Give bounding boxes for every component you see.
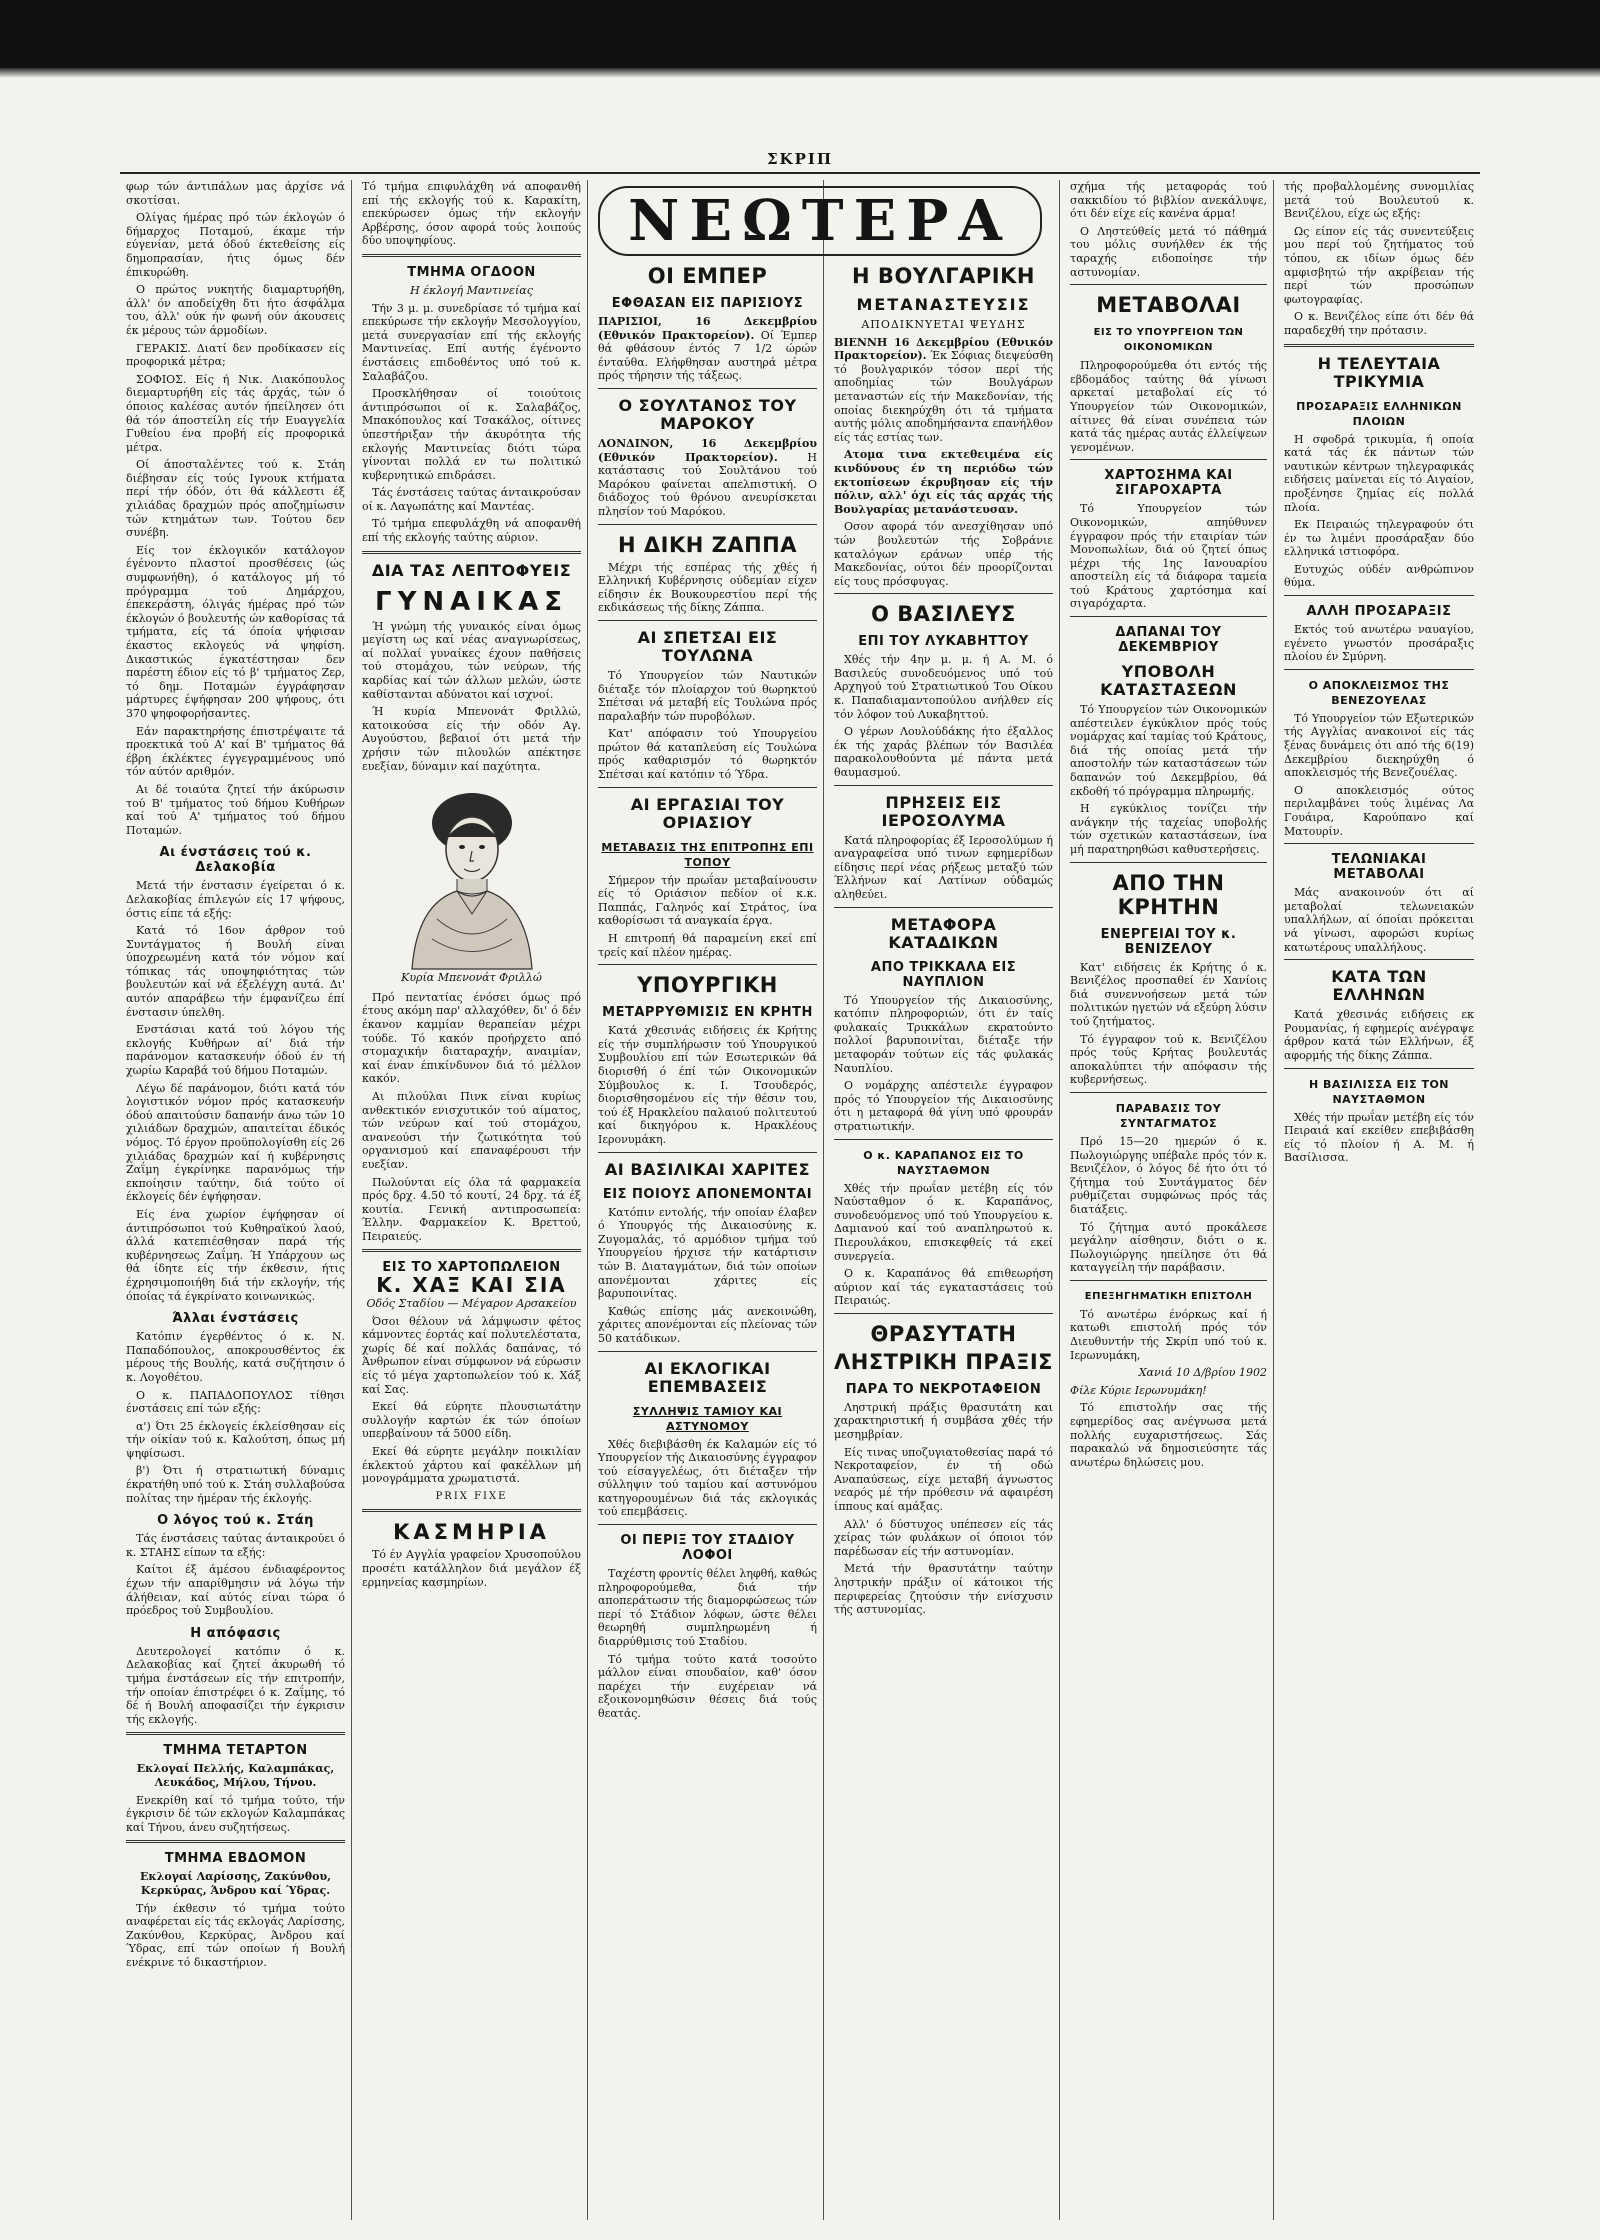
article-text: Μετά τήν θρασυτάτην ταύτην ληστρικήν πράξιν οί κάτοικοι τής περιφερείας ζητούσιν τήν ενίσχυσιν τής αστυνομίας. [834, 1562, 1053, 1617]
ad-text: Πρό πεντατίας ένόσει όμως πρό έτους ακόμη παρ' αλλαχόθεν, δι' ό δέν έκανον καμμίαν θεραπείαν μέχρι τούδε. Τό κακόν προήρχετο από στομαχικήν διαταραχήν, αναιμίαν, καί έναν έπικίνδυνον διά τό μέλλον κακόν. [362, 990, 581, 1086]
dateline: ΒΙΕΝΝΗ 16 Δεκεμβρίου (Εθνικόν Πρακτορείον). [834, 335, 1053, 363]
article-text: Τό τμήμα τούτο κατά τοσούτο μάλλον είναι σπουδαίον, καθ' όσον παρέχει τήν ευχέρειαν νά εξοικονομηθώσιν θέσεις διά τούς θεατάς. [598, 1652, 817, 1720]
divider [126, 1732, 345, 1735]
article-headline: Η ΒΑΣΙΛΙΣΣΑ ΕΙΣ ΤΟΝ ΝΑΥΣΤΑΘΜΟΝ [1308, 1077, 1450, 1106]
article-text: Κατ' απόφασιν τού Υπουργείου πρώτον θά καταπλεύση είς Τουλώνα πρός καθαρισμόν τό θωρηκτόν Σπέτσαι καί κατόπιν τό Ύδρα. [598, 727, 817, 782]
article-text: Λέγω δέ παράνομον, διότι κατά τόν λογιστικόν νόμον πρός κατασκευήν όδού απαιτούσιν δαπανήν άνω τών 10 χιλιάδων δραχμών, απαιτείται έδικός νόμος. Τό έργον προϋπολογίσθη είς 26 χιλιάδας δραχμών καί ή κυβέρνησις Ζαΐμη έγκρίνηκε παρανόμως τήν εκποίησιν ταύτην, διά τούτο οί έκλογείς δέν έψήφησαν. [126, 1081, 345, 1204]
article-text: Μετά τήν ένστασιν έγείρεται ό κ. Δελακοβίας έπιλεγών είς 17 ψήφους, όστις είπε τά εξής: [126, 879, 345, 920]
article-text: Ευτυχώς ούδέν ανθρώπινον θύμα. [1284, 562, 1474, 590]
divider [362, 1249, 581, 1252]
section-heading: ΤΜΗΜΑ ΟΓΔΟΟΝ [407, 264, 536, 280]
divider [598, 620, 817, 621]
article-text: Εκτός τού ανωτέρω ναυαγίου, εγένετο γνωστόν προσάραξις πλοίου έν Σμύρνη. [1284, 623, 1474, 664]
article-text: Ως είπον είς τάς συνεντεύξεις μου περί τού ζητήματος τού τόπου, εκ ιδίων όμως δέν αμφισβητώ τήν ακρίβειαν τής περί τών προσώπων φωτογραφίας. [1284, 224, 1474, 306]
divider [1284, 669, 1474, 670]
divider [1070, 616, 1267, 617]
article-text: Προσκλήθησαν οί τοιούτοις άντιπρόσωποι οί κ. Σαλαβάζος, Μπακόπουλος καί Τσακάλος, οίτινες ύπεστήριξαν τήν άκυρότητα τής εκλογής Μαντινείας διότι τώρα γίνονται πολλά εν τω πολιτικώ κυβερνητικώ επιδράσει. [362, 387, 581, 482]
article-text: ΣΟΦΙΟΣ. Είς ή Νικ. Λιακόπουλος διεμαρτυρήθη είς τάς άρχάς, τών ό όποιος καλέσας αυτόν ήπείλησεν ότι θά τόν άποστείλη είς τήν Ευαγγελία Γυθείου ένα προβή είς προφορικά μέτρα. [126, 372, 345, 454]
article-text: Χθές τήν πρωΐαν μετέβη είς τόν Ναύσταθμον ό κ. Καραπάνος, συνοδευόμενος υπό τού Υπουργείου κ. Δαμιανού καί τού αναπληρωτού κ. Πιερουλάκου, επισκεφθείς τά εκεί συνεργεία. [834, 1181, 1053, 1263]
article-text: Είς τινας υποζυγιατοθεσίας παρά τό Νεκροταφείον, έν τή οδώ Αναπαύσεως, είχε μεταβή άγνωστος νεαρός μέ τήν πρόθεσιν νά αφαιρέση ίππους καί αμάξας. [834, 1445, 1053, 1514]
divider [598, 1524, 817, 1525]
article-text: Καίτοι έξ άμέσου ένδιαφέροντος έχων τήν απαρίθμησιν νά λόγω τήν άλήθειαν, καί αύτός είναι τώρα ό πρόεδρος τού Συμβουλίου. [126, 1563, 345, 1618]
divider [1070, 862, 1267, 863]
portrait-illustration [362, 779, 581, 969]
article-text: Αι δέ τοιαύτα ζητεί τήν άκύρωσιν τού Β' τμήματος τού δήμου Κυθήρων καί τού Α' τμήματος τού δήμου Ποταμών. [126, 782, 345, 837]
ad-text: Αι πιλούλαι Πινκ είναι κυρίως ανθεκτικόν ενισχυτικόν τού αίματος, τών νεύρων καί τού στομάχου, ανανεούσι τήν ζωτικότητα τού οργανισμού καί επαναφέρουσι τήν ευεξίαν. [362, 1089, 581, 1171]
masthead-title: ΝΕΩΤΕΡΑ [598, 186, 1042, 256]
article-subheadline: ΑΠΟ ΤΡΙΚΚΑΛΑ ΕΙΣ ΝΑΥΠΛΙΟΝ [870, 959, 1017, 990]
article-text: Τό Υπουργείον τής Δικαιοσύνης, κατόπιν πληροφοριών, ότι έν ταίς φυλακαίς Τρικκάλων εκρατούντο πολλοί βαρυποινίται, διέταξε τήν μεταφοράν τούτων είς τάς φυλακάς Ναυπλίου. [834, 993, 1053, 1075]
article-headline: ΚΑΤΑ ΤΩΝ ΕΛΛΗΝΩΝ [1331, 967, 1427, 1005]
article-text: Σήμερον τήν πρωΐαν μεταβαίνουσιν είς τό Οριάσιον πεδίον οί κ.κ. Παππάς, Γαληνός καί Στράτος, ίνα καθορίσωσι τά αναγκαία έργα. [598, 873, 817, 928]
divider [598, 787, 817, 788]
subheading: Αι ένστάσεις τού κ. Δελακοβία [159, 845, 312, 876]
portrait-caption: Κυρία Μπενονάτ Φριλλώ [401, 971, 542, 985]
article-text: Τό Υπουργείον τών Οικονομικών απέστειλεν έγκύκλιον πρός τούς νομάρχας καί ταμίας τού Κράτους, διά τής οποίας μετά τήν αποστολήν τών καταστάσεων τών δαπανών τού Δεκεμβρίου, θά εκδοθή τό πρόγραμμα πληρωμής. [1070, 703, 1267, 798]
article-text: Τάς ένστάσεις ταύτας άνταικρούσαν οί κ. Λαγωπάτης καί Μαντέας. [362, 486, 581, 513]
article-headline: Ο ΑΠΟΚΛΕΙΣΜΟΣ ΤΗΣ ΒΕΝΕΖΟΥΕΛΑΣ [1308, 678, 1450, 707]
article-text: Ο νομάρχης απέστειλε έγγραφον πρός τό Υπουργείον τής Δικαιοσύνης ότι η μεταφορά θά γίνη υπό φρουράν στρατιωτικήν. [834, 1079, 1053, 1133]
article-text: Η εγκύκλιος τονίζει τήν ανάγκην τής ταχείας υποβολής τών σχετικών καταστάσεων, ίνα μή παρατηρηθώσι καθυστερήσεις. [1070, 802, 1267, 856]
article-text: Ληστρική πράξις θρασυτάτη και χαρακτηριστική ή συμβάσα χθές τήν μεσημβρίαν. [834, 1400, 1053, 1442]
article-text: τής προβαλλομένης συνομιλίας μετά τού Βουλευτού κ. Βενιζέλου, είχε ώς εξής: [1284, 180, 1474, 221]
ad-heading-large: ΓΥΝΑΙΚΑΣ [375, 586, 568, 617]
article-headline: ΑΛΛΗ ΠΡΟΣΑΡΑΞΙΣ [1306, 604, 1452, 620]
divider [834, 593, 1053, 594]
article-text: Ολίγας ήμέρας πρό τών έκλογών ό δήμαρχος Ποταμού, έκαμε τήν εύγενίαν, μετά όδού έκτεθείσης είς δημοπρασίαν, ήτις όμως δέν έπικυρώθη. [126, 211, 345, 279]
divider [1070, 1092, 1267, 1093]
article-text: Τήν έκθεσιν τό τμήμα τούτο αναφέρεται είς τάς εκλογάς Λαρίσσης, Ζακύνθου, Κερκύρας, Άνδρου καί Ύδρας, επί τών οποίων ή Βουλή ενέκρινε τό δικαστήριον. [126, 1901, 345, 1969]
article-headline: ΤΕΛΩΝΙΑΚΑΙ ΜΕΤΑΒΟΛΑΙ [1331, 852, 1427, 883]
article-text: Ο αποκλεισμός ούτος περιλαμβάνει τούς λιμένας Λα Γουάιρα, Καρούπανο καί Ματουρίν. [1284, 783, 1474, 838]
article-text: Μάς ανακοινούν ότι αί μεταβολαί τελωνειακών υπαλλήλων, αί όποίαι πρόκειται νά γίνωσι, αφορώσι κυρίως κατωτέρους υπαλλήλους. [1284, 886, 1474, 954]
article-subheadline: ΕΙΣ ΤΟ ΥΠΟΥΡΓΕΙΟΝ ΤΩΝ ΟΙΚΟΝΟΜΙΚΩΝ [1093, 327, 1244, 354]
ad-heading: ΕΙΣ ΤΟ ΧΑΡΤΟΠΩΛΕΙΟΝ [382, 1260, 561, 1276]
article-text: Ταχέστη φροντίς θέλει ληφθή, καθώς πληροφορούμεθα, διά τήν αποπεράτωσιν τής διαμορφώσεως τών περί τό Στάδιον λόφων, ώστε θέλει θεωρηθή συμπληρωμένη ή διαρρύθμισις τού Σταδίου. [598, 1567, 817, 1649]
article-text: Χθές τήν 4ην μ. μ. ή Α. Μ. ό Βασιλεύς συνοδευόμενος υπό τού Αρχηγού τού Στρατιωτικού Του Οίκου κ. Παπαδιαμαντοπούλου ανήλθεν είς τόν λόφον τού Λυκαβηττού. [834, 653, 1053, 721]
article-text: Τήν 3 μ. μ. συνεδρίασε τό τμήμα καί επεκύρωσε τήν εκλογήν Μεσολογγίου, μετά συνεργασίαν επί τής εκλογής Μαντινείας. Επί αυτής έγένοντο ένστάσεις επιδοθέντος υπό τού κ. Σαλαβάζου. [362, 301, 581, 383]
ad-text: Όσοι θέλουν νά λάμψωσιν φέτος κάμνοντες έορτάς καί πολυτελέστατα, χωρίς δέ καί πολλάς δαπάνας, τό Άνθρωπον είναι σύμφωνον νά εύρωσιν είς τό μέγα χαρτοπωλείον τού κ. Χάξ καί Σας. [362, 1314, 581, 1396]
article-text: Χθές διεβιβάσθη έκ Καλαμών είς τό Υπουργείον τής Δικαιοσύνης έγγραφον τού είσαγγελέως, ότι διέταξεν τήν σύλληψιν τού ταμίου καί αστυνόμου κατηγορουμένων διά τάς εκλογικάς τού επεμβάσεις. [598, 1437, 817, 1519]
article-text: Ο κ. Καραπάνος θά επιθεωρήση αύριον καί τάς εγκαταστάσεις τού Πειραιώς. [834, 1267, 1053, 1308]
article-text: Τό Υπουργείον τών Ναυτικών διέταξε τόν πλοίαρχον τού θωρηκτού Σπέτσαι νά μεταβή είς Τουλώνα πρός παραλαβήν τών πυροβόλων. [598, 668, 817, 723]
article-text: α') Ότι 25 έκλογείς έκλείσθησαν είς τήν οίκίαν τού κ. Καλούτση, όπως μή ψηφίσωσι. [126, 1419, 345, 1460]
article-text: Κατά τό 16ον άρθρον τού Συντάγματος ή Βουλή είναι ύποχρεωμένη κατά τόν νόμον καί τόπικας τάς υποψηφιότητας τών βουλευτών καί νά έξελέγχη αυτά. Δι' αυτόν απαράβεω τήν έμφανίζεω έπί ένστασιν ύπελθη. [126, 924, 345, 1019]
section-heading: ΤΜΗΜΑ ΕΒΔΟΜΟΝ [164, 1851, 307, 1867]
article-text: Είς τον έκλογικόν κατάλογον έγένοντο πλαστοί προσθέσεις (ώς συμφωνήθη), ό κατάλογος μή τό πρόγραμμα τού Δημάρχου, έπεκεράστη, όλιγάς ήμέρας πρό τών έκλογών ό βουλευτής ών καθορίσας τά τμήματα, είς τά όποία ψήφισαν έκαστος εκλογεύς νά ψηφίση. Δικαστικώς έγκατέστησαν δεν παρέστη έδιον είς τό β' τμήματος Ζερ, τό δημ. Ποταμών έγγράφησαν μάρτυρες έψήφησαν 200 ψήφους, ότι 370 ψηφοφορήσαντες. [126, 543, 345, 720]
article-text: Οί άποσταλέντες τού κ. Στάη διέβησαν είς τούς Ιγνουκ κτήματα περί τήν όδόν, ότι θά κάλλεστι έξ χιλιάδας δραχμών πρός αποζημίωσιν τών κτημάτων των. Τούτου δεν συνέβη. [126, 458, 345, 540]
article-text: Τό Υπουργείον τών Εξωτερικών τής Αγγλίας ανακοινοί είς τάς ξένας δυνάμεις ότι από τής 6(19) Δεκεμβρίου διεκηρύχθη ό αποκλεισμός τής Βενεζουέλας. [1284, 711, 1474, 780]
shop-address: Οδός Σταδίου — Μέγαρον Αρσακείου [366, 1297, 577, 1311]
article-text: Εάν παρακτηρήσης έπιστρέψαιτε τά προεκτικά τού Α' καί Β' τμήματος θά έβρη έκλέκτες έγγεγραμμένους υπό τόν αύτόν αριθμόν. [126, 724, 345, 779]
scan-border [0, 0, 1600, 68]
divider [598, 1351, 817, 1352]
article-text: Τό Υπουργείον τών Οικονομικών, απηύθυνεν έγγραφον πρός τήν εταιρίαν τών Μονοπωλίων, διά ού ζητεί όπως μέχρι τής 1ης Ιανουαρίου αποστείλη είς τά διάφορα ταμεία τού Κράτους χαρτόσημα καί σιγαρόχαρτα. [1070, 502, 1267, 611]
column-5 [1064, 180, 1274, 2220]
article-text: Ο γέρων Λουλούδάκης ήτο έξαλλος έκ τής χαράς βλέπων τόν Βασιλέα παρακολουθούντα μέ πάντα μετά θαυμασμού. [834, 725, 1053, 780]
divider [598, 964, 817, 965]
article-headline: ΟΙ ΕΜΠΕΡ [647, 264, 768, 288]
dateline: ΠΑΡΙΣΙΟΙ, 16 Δεκεμβρίου (Εθνικόν Πρακτορείον). [598, 315, 817, 342]
letter-date: Χανιά 10 Δ/βρίου 1902 [1138, 1366, 1267, 1380]
ad-text: Ή κυρία Μπενονάτ Φριλλώ, κατοικούσα είς τήν οδόν Αγ. Αυγούστου, βεβαιοί ότι μετά τήν χρήσιν τών πιλουλών απέκτησε ευεξίαν, δύναμιν καί παχύτητα. [362, 705, 581, 773]
article-text: Καθώς επίσης μάς ανεκοινώθη, χάριτες απονέμονται είς πλείονας τών 50 κατάδικων. [598, 1304, 817, 1345]
article-text: Κατόπιν έγερθέντος ό κ. Ν. Παπαδόπουλος, αποκρουσθέντος έκ μέρους τής Βουλής, κατά συζήτησιν ό κ. Λογοθέτου. [126, 1330, 345, 1384]
running-head: ΣΚΡΙΠ [120, 150, 1480, 174]
column-4 [828, 180, 1060, 2220]
article-headline: ΠΡΗΣΕΙΣ ΕΙΣ ΙΕΡΟΣΟΛΥΜΑ [881, 792, 1006, 830]
divider [1284, 1068, 1474, 1069]
divider [1284, 959, 1474, 960]
article-text: Ενεκρίθη καί τό τμήμα τούτο, τήν έγκρισιν δέ τών εκλογών Καλαμπάκας καί Τήνου, άνευ συζητήσεως. [126, 1793, 345, 1834]
article-headline: ΑΙ ΕΚΛΟΓΙΚΑΙ ΕΠΕΜΒΑΣΕΙΣ [644, 1358, 771, 1396]
columns [120, 180, 1480, 2220]
ad-text: Εκεί θά εύρητε πλουσιωτάτην συλλογήν καρτών έκ τών όποίων υπερβαίνουν τά 5000 είδη. [362, 1400, 581, 1441]
subheading: Άλλαι ένστάσεις [172, 1311, 299, 1327]
letter-salutation: Φίλε Κύριε Ιερωνυμάκη! [1070, 1383, 1207, 1397]
article-text: Κατά πληροφορίας έξ Ιεροσολύμων ή αναγραφείσα υπό τινων εφημερίδων είδησις περί νέας ρήξεως μεταξύ τών Έλλήνων καί Λατίνων ούδαμώς αληθεύει. [834, 833, 1053, 901]
article-headline: ΕΠΕΞΗΓΗΜΑΤΙΚΗ ΕΠΙΣΤΟΛΗ [1084, 1290, 1253, 1302]
article-subtitle: Εκλογαί Πελλής, Καλαμπάκας, Λευκάδος, Μήλου, Τήνου. [136, 1762, 335, 1789]
ad-heading: ΔΙΑ ΤΑΣ ΛΕΠΤΟΦΥΕΙΣ [371, 560, 572, 580]
article-subheadline: ΜΕΤΑΒΑΣΙΣ ΤΗΣ ΕΠΙΤΡΟΠΗΣ ΕΠΙ ΤΟΠΟΥ [601, 840, 814, 869]
article-text: Τάς ένστάσεις ταύτας άνταικρούει ό κ. ΣΤΑΗΣ είπων τα εξής: [126, 1532, 345, 1559]
divider [834, 785, 1053, 786]
ad-text: Εκεί θά εύρητε μεγάλην ποικιλίαν έκλεκτού χάρτου καί φακέλλων μή μονογράμματα χρωματιστά. [362, 1445, 581, 1486]
article-text: Ο πρώτος νυκητής διαμαρτυρήθη, άλλ' όν αποδείχθη δτι ήτο άσφάλμα του, άλλ' ούκ ήν φωνή ούν άκουσεις έκ μέρους τών άρμοδίων. [126, 283, 345, 337]
column-6 [1278, 180, 1480, 2220]
divider [598, 524, 817, 525]
divider [598, 388, 817, 389]
divider [598, 1152, 817, 1153]
article-headline: ΟΙ ΠΕΡΙΞ ΤΟΥ ΣΤΑΔΙΟΥ ΛΟΦΟΙ [620, 1533, 795, 1564]
article-subheadline: ΜΕΤΑΡΡΥΘΜΙΣΙΣ ΕΝ ΚΡΗΤΗ [602, 1005, 813, 1021]
newspaper-page [120, 150, 1480, 2220]
article-text: Ο κ. ΠΑΠΑΔΟΠΟΥΛΟΣ τίθησι ένστάσεις επί τών εξής: [126, 1388, 345, 1416]
article-subheadline: ΠΡΟΣΑΡΑΞΙΣ ΕΛΛΗΝΙΚΩΝ ΠΛΟΙΩΝ [1296, 399, 1462, 428]
article-text: Χθές τήν πρωΐαν μετέβη είς τόν Πειραιά καί εκείθεν επεβιβάσθη είς τό πλοίον ή Α. Μ. ή Βασίλισσα. [1284, 1110, 1474, 1165]
article-headline: ΧΑΡΤΟΣΗΜΑ ΚΑΙ ΣΙΓΑΡΟΧΑΡΤΑ [1104, 468, 1233, 499]
divider [1070, 1280, 1267, 1281]
article-headline: ΑΠΟ ΤΗΝ ΚΡΗΤΗΝ [1112, 870, 1225, 919]
article-text: Είς ένα χωρίον έψήφησαν οί άντιπρόσωποι τού Κυθηραϊκού λαού, άλλά κατεπιέσθησαν παρά τής κυβέρνησεως Ζαΐμη. Ή Υπάρχουν ως θά ίδητε είς τήν έκθεσιν, ήτις έχρησιμοποιήθη διά τήν εκλογήν, τής όποίας τά έγκρίνατο κοινωνικώς. [126, 1207, 345, 1303]
article-headline: ΑΙ ΒΑΣΙΛΙΚΑΙ ΧΑΡΙΤΕΣ [604, 1159, 811, 1179]
article-text: Κατά χθεσινάς ειδήσεις εκ Ρουμανίας, ή εφημερίς ανέγραψε άρθρον κατά τών Ελλήνων, έξ αφορμής τής δίκης Ζάππα. [1284, 1008, 1474, 1062]
divider [1070, 459, 1267, 460]
article-headline: Η ΒΟΥΛΓΑΡΙΚΗ [852, 264, 1035, 288]
article-text: Τό ανωτέρω ένόρκως καί ή κατωθι επιστολή πρός τόν Διευθυντήν τής Σκρίπ υπό τού κ. Ιερωνυμάκη, [1070, 1307, 1267, 1362]
article-subheadline: ΣΥΛΛΗΨΙΣ ΤΑΜΙΟΥ ΚΑΙ ΑΣΤΥΝΟΜΟΥ [632, 1404, 783, 1433]
article-headline: Η ΤΕΛΕΥΤΑΙΑ ΤΡΙΚΥΜΙΑ [1317, 353, 1441, 391]
divider [1070, 284, 1267, 285]
shop-name: Κ. ΧΑΞ ΚΑΙ ΣΙΑ [376, 1273, 567, 1298]
article-text: Μέχρι τής εσπέρας τής χθές ή Ελληνική Κυβέρνησις ούδεμίαν είχεν είδησιν έκ Βουκουρεστίου περί τής εκδικάσεως τής δίκης Ζάππα. [598, 560, 817, 615]
article-text: Ενστάσιαι κατά τού λόγου τής εκλογής Κυθήρων αί' διά τήν παράνομον κατασκευήν όδού έν τή χωρίω Καραβά τού δήμου Ποταμών. [126, 1023, 345, 1078]
article-text: σχήμα τής μεταφοράς τού σακκιδίου τό βιβλίον ανεκάλυψε, ότι δέν είχε είς κανένα άρμα! [1070, 180, 1267, 221]
article-text: Τό έγγραφον τού κ. Βενιζέλου πρός τούς Κρήτας βουλευτάς αποκαλύπτει τήν απόφασιν τής κυβερνήσεως. [1070, 1032, 1267, 1087]
divider [362, 254, 581, 257]
article-text: Η σφοδρά τρικυμία, ή οποία κατά τάς έκ πάντων τών ναυτικών κέντρων τηλεγραφικάς ειδήσεις μαίνεται είς τό Αιγαίον, προξένησε ζημίας είς πολλά πλοία. [1284, 432, 1474, 514]
article-subheadline: ΕΦΘΑΣΑΝ ΕΙΣ ΠΑΡΙΣΙΟΥΣ [611, 296, 804, 311]
article-text: Ο κ. Βενιζέλος είπε ότι δέν θά παραδεχθή την πρότασιν. [1284, 310, 1474, 337]
divider [834, 1313, 1053, 1314]
article-text: Τό τμήμα επιφυλάχθη νά αποφανθή επί τής εκλογής τού κ. Καρακίτη, επεκύρωσεν όμως τήν εκλογήν Αρβέρσης, όσον αφορά τούς λοιπούς δύο υποψηφίους. [362, 180, 581, 248]
article-subheadline: ΥΠΟΒΟΛΗ ΚΑΤΑΣΤΑΣΕΩΝ [1100, 662, 1237, 700]
section-heading: ΤΜΗΜΑ ΤΕΤΑΡΤΟΝ [163, 1743, 308, 1759]
ad-text: Πωλούνται είς όλα τά φαρμακεία πρός δρχ. 4.50 τό κουτί, 24 δρχ. τά έξ κουτία. Γενική αντιπροσωπεία: Έλλην. Φαρμακείον Κ. Βρεττού, Πειραιεύς. [362, 1175, 581, 1243]
divider [362, 1509, 581, 1512]
article-headline: ΛΗΣΤΡΙΚΗ ΠΡΑΞΙΣ [834, 1349, 1054, 1374]
article-headline: ΑΙ ΣΠΕΤΣΑΙ ΕΙΣ ΤΟΥΛΩΝΑ [637, 627, 778, 665]
column-2 [356, 180, 588, 2220]
ad-text: Ή γνώμη τής γυναικός είναι όμως μεγίστη ως καί νέας αναγνωρίσεως, αί πολλαί γυναίκες έχουν παθήσεις τού στομάχου, τών νεύρων, τής καρδίας καί τών άλλων μελών, ώστε καθίστανται αδύνατοι καί ισχνοί. [362, 619, 581, 701]
article-headline: Ο ΒΑΣΙΛΕΥΣ [871, 602, 1016, 627]
article-text: Δευτερολογεί κατόπιν ό κ. Δελακοβίας καί ζητεί άκυρωθή τό τμήμα ένστάσεων είς τήν επιτροπήν, τήν οποίαν έπιστρέφει ό κ. Ζαΐμης, τό δέ ή Βουλή αποφασίζει τήν έγκρισιν τής εκλογής. [126, 1644, 345, 1726]
subheading: Ο λόγος τού κ. Στάη [157, 1513, 314, 1529]
article-text: β') Ότι ή στρατιωτική δύναμις έκρατήθη υπό τού κ. Στάη συλλαβούσα πολίτας την ήμέραν τής έκλογής. [126, 1464, 345, 1505]
divider [1284, 843, 1474, 844]
article-text: Η κατάστασις τού Σουλτάνου τού Μαρόκου φαίνεται απελπιστική. Ο διάδοχος τού θρόνου ανευρίσκεται πλησίον τού Μαρόκου. [598, 450, 817, 518]
article-headline: ΑΙ ΕΡΓΑΣΙΑΙ ΤΟΥ ΟΡΙΑΣΙΟΥ [630, 794, 785, 832]
article-text: ΓΕΡΑΚΙΣ. Διατί δεν προδίκασεν είς προφορικά μέτρα; [126, 341, 345, 369]
article-subheadline: ΠΑΡΑ ΤΟ ΝΕΚΡΟΤΑΦΕΙΟΝ [845, 1381, 1042, 1397]
divider [1284, 595, 1474, 596]
article-headline: Η ΔΙΚΗ ΖΑΠΠΑ [618, 532, 797, 557]
woman-portrait-icon [397, 779, 547, 969]
article-text: φωρ τών άντιπάλων μας άρχίσε νά σκοτίσαι. [126, 180, 345, 207]
article-text: Κατόπιν εντολής, τήν οποίαν έλαβεν ό Υπουργός τής Δικαιοσύνης κ. Ζυγομαλάς, τό αρμόδιον τμήμα τού Υπουργείου ήρχισε τήν κατάρτισιν τών Β. Διαταγμάτων, διά τών οποίων απονέμονται χάριτες είς βαρυποινίτας. [598, 1205, 817, 1301]
article-text: Έκ Σόφιας διεψεύσθη τό βουλγαρικόν τόσον περί τής αποδημίας τών Βουλγάρων μεταναστών είς τήν Μακεδονίαν, τής οποίας διεκηρύχθη ότι τά τμήματα αυτής μόλις αποδημήσαντα επανήλθον είς τάς εστίας των. [834, 349, 1054, 444]
article-headline: ΔΑΠΑΝΑΙ ΤΟΥ ΔΕΚΕΜΒΡΙΟΥ [1115, 625, 1222, 656]
article-text: Ο Ληστεύθείς μετά τό πάθημά του μόλις συνήλθεν έκ τής ταραχής ειδοποίησε τήν αστυνομίαν. [1070, 224, 1267, 279]
article-text: Αλλ' ό δύστυχος υπέπεσεν είς τάς χείρας τών φυλάκων οί όποιοι τόν παρέδωσαν είς τήν αστυνομίαν. [834, 1517, 1053, 1558]
article-text: Η επιτροπή θά παραμείνη εκεί επί τρείς καί πλέον ημέρας. [598, 932, 817, 959]
article-headline: ΜΕΤΑΝΑΣΤΕΥΣΙΣ [856, 295, 1031, 314]
article-text: Ατομα τινα εκτεθειμένα είς κινδύνους έν τη περιόδω τών εκτοπίσεων έκρυβησαν είς τήν πόλιν, αλλ' όχι είς τάς αρχάς τής Βουλγαρίας μετανάστευσαν. [834, 448, 1053, 516]
dateline: ΛΟΝΔΙΝΟΝ, 16 Δεκεμβρίου (Εθνικόν Πρακτορείον). [598, 436, 817, 464]
article-text: Κατ' ειδήσεις έκ Κρήτης ό κ. Βενιζέλος προσπαθεί έν Χανίοις διά συνεννοήσεων μετά τών πολιτικών ηγετών νά εξεύρη λύσιν τού ζητήματος. [1070, 960, 1267, 1028]
article-text: Κατά χθεσινάς ειδήσεις έκ Κρήτης είς τήν συμπλήρωσιν τού Υπουργικού Συμβουλίου επί τών Εσωτερικών θά διορισθή ό έπί τών Οικονομικών Σύμβουλος κ. Ι. Τσουδερός, διορισθησομένου είς τήν θέσιν του, τού έξ Ηρακλείου παλαιού πολιτευτού καί δικηγόρου κ. Ηρακλέους Ιερονυμάκη. [598, 1024, 817, 1146]
article-subheadline: ΕΝΕΡΓΕΙΑΙ ΤΟΥ κ. ΒΕΝΙΖΕΛΟΥ [1100, 926, 1237, 957]
article-headline: ΜΕΤΑΒΟΛΑΙ [1096, 293, 1241, 318]
article-subheadline: ΕΠΙ ΤΟΥ ΛΥΚΑΒΗΤΤΟΥ [858, 634, 1029, 650]
article-text: Τό ζήτημα αυτό προκάλεσε μεγάλην αίσθησιν, διότι ο κ. Πωλογιώργης ηπείλησε ότι θά καταγγείλη τήν παράβασιν. [1070, 1220, 1267, 1275]
article-subheadline: ΕΙΣ ΠΟΙΟΥΣ ΑΠΟΝΕΜΟΝΤΑΙ [602, 1186, 813, 1202]
article-headline: ΜΕΤΑΦΟΡΑ ΚΑΤΑΔΙΚΩΝ [888, 914, 999, 952]
article-text: Οί Έμπερ θά φθάσουν έντός 7 1/2 ώρών ένταύθα. Ελήφθησαν αυστηρά μέτρα πρός τήρησιν τής τάξεως. [598, 328, 817, 383]
ad-heading: ΚΑΣΜΗΡΙΑ [393, 1520, 550, 1545]
article-text: Τό τμήμα επεφυλάχθη νά αποφανθή επί τής εκλογής ταύτης αύριον. [362, 517, 581, 545]
article-text: Πρό 15—20 ημερών ό κ. Πωλογιώργης υπέβαλε πρός τόν κ. Βενιζέλον, ό λόγος δέ ήτο ότι τό ζήτημα τού Συντάγματος δέν ρυθμίζεται συμφώνως πρός τάς διατάξεις. [1070, 1134, 1267, 1216]
divider [834, 907, 1053, 908]
article-text: Εκ Πειραιώς τηλεγραφούν ότι έν τω λιμένι προσάραξαν δύο ελληνικά ιστιοφόρα. [1284, 518, 1474, 559]
article-headline: ΥΠΟΥΡΓΙΚΗ [637, 973, 778, 998]
subheading: Η απόφασις [190, 1625, 281, 1641]
divider [834, 1139, 1053, 1140]
divider [362, 551, 581, 554]
article-headline: Ο κ. ΚΑΡΑΠΑΝΟΣ ΕΙΣ ΤΟ ΝΑΥΣΤΑΘΜΟΝ [863, 1148, 1024, 1177]
article-text: Οσον αφορά τόν ανεσχίθησαν υπό τών βουλευτών τής Σοβράνιε καταλόγων εράνων υπέρ τής Μακεδονίας, ούτοι δέν προορίζονται είς τους πρόσφυγας. [834, 520, 1053, 588]
column-1 [120, 180, 352, 2220]
ad-text: Τό έν Αγγλία γραφείον Χρυσοπούλου προσέτι κατάλληλον διά μεγάλον έξ ερμηνείας κασμηρίων. [362, 1548, 581, 1589]
article-subheadline: ΑΠΟΔΙΚΝΥΕΤΑΙ ΨΕΥΔΗΣ [861, 318, 1026, 331]
article-subtitle: Εκλογαί Λαρίσσης, Ζακύνθου, Κερκύρας, Άνδρου καί Ύδρας. [140, 1870, 331, 1897]
divider [1284, 344, 1474, 347]
article-subtitle: Η έκλογή Μαντινείας [410, 283, 533, 297]
article-headline: ΘΡΑΣΥΤΑΤΗ [870, 1321, 1017, 1346]
article-headline: ΠΑΡΑΒΑΣΙΣ ΤΟΥ ΣΥΝΤΑΓΜΑΤΟΣ [1115, 1101, 1222, 1130]
divider [126, 1840, 345, 1843]
article-text: Τό επιστολήν σας τής εφημερίδος σας ανέγνωσα μετά πολλής ευχαριστήσεως. Σάς παρακαλώ νά δημοσιεύσητε τάς ανωτέρω δηλώσεις μου. [1070, 1401, 1267, 1469]
price-note: PRIX FIXE [435, 1490, 508, 1502]
article-headline: Ο ΣΟΥΛΤΑΝΟΣ ΤΟΥ ΜΑΡΟΚΟΥ [618, 395, 797, 433]
article-text: Πληροφορούμεθα ότι εντός τής εβδομάδος ταύτης θά γίνωσι αρκεταί μεταβολαί είς τό Υπουργείον τών Οικονομικών, αίτινες θά είναι συνέπεια τών κατά τάς ημέρας αυτάς έλλείψεων γενομένων. [1070, 359, 1267, 454]
